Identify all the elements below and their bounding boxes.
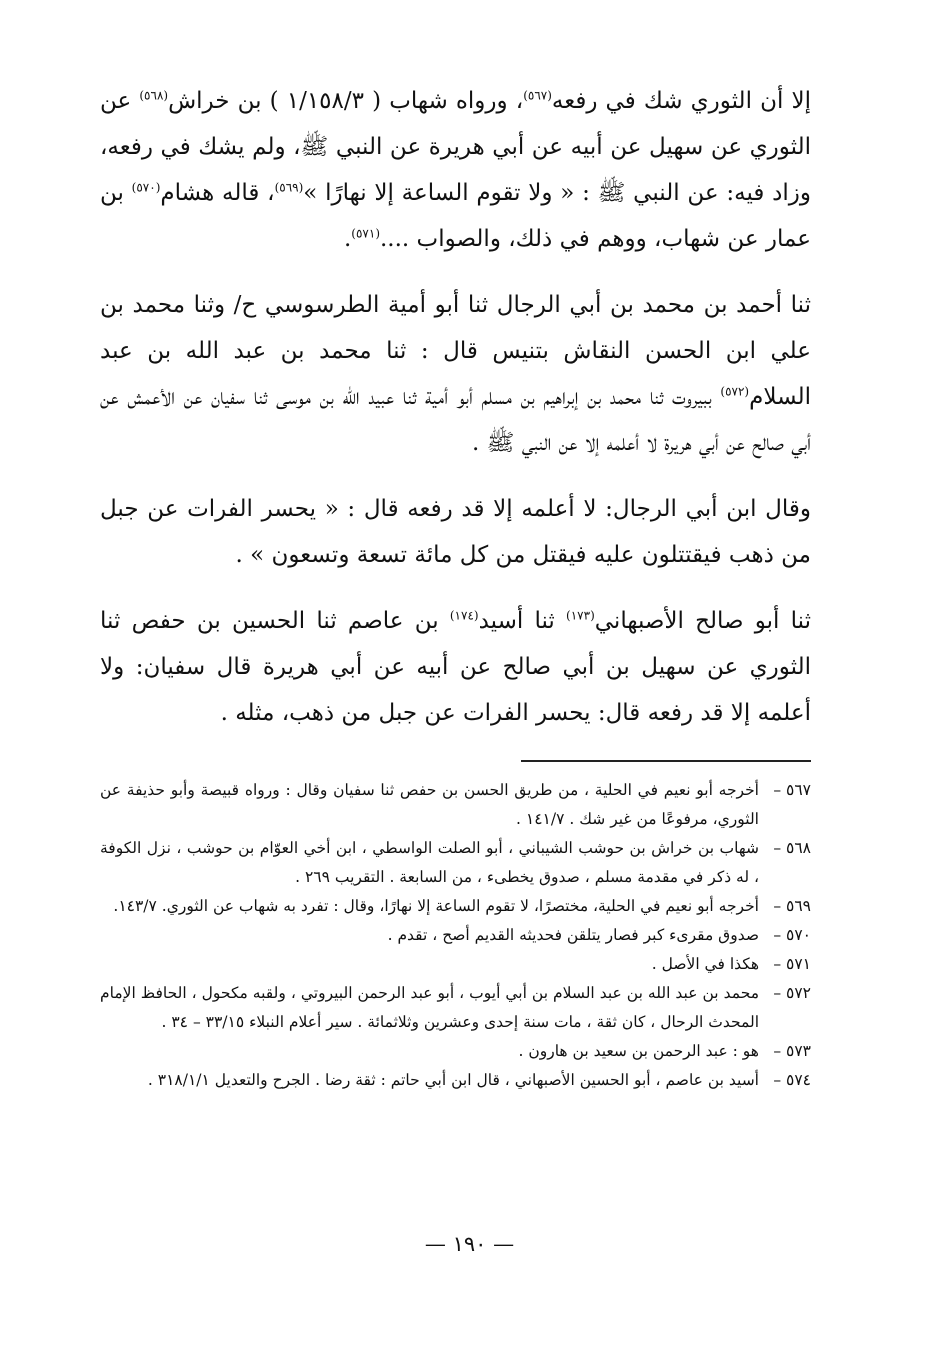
footnote-number: ٥٧٤ – bbox=[773, 1071, 811, 1089]
footnote-text: أسيد بن عاصم ، أبو الحسين الأصبهاني ، قال ابن أبي حاتم : ثقة رضا . الجرح والتعديل ٣١٨/١/١ . bbox=[147, 1071, 759, 1089]
footnote-ref-569: (٥٦٩) bbox=[274, 180, 304, 195]
paragraph-3 bbox=[100, 486, 811, 578]
footnote-570 bbox=[100, 921, 811, 950]
text: ثنا أسيد bbox=[478, 608, 567, 634]
text: ثنا أحمد بن محمد بن أبي الرجال ثنا أبو أمية الطرسوسي ح/ وثنا محمد بن علي ابن الحسن النقاش بتنيس قال : ثنا محمد بن عبد الله بن عبد السلام bbox=[100, 292, 811, 410]
footnote-number: ٥٧٢ – bbox=[773, 984, 811, 1002]
footnote-number: ٥٦٩ – bbox=[773, 897, 811, 915]
footnote-567 bbox=[100, 776, 811, 834]
footnotes bbox=[100, 776, 811, 1095]
text: إلا أن الثوري شك في رفعه bbox=[551, 88, 811, 114]
footnote-572 bbox=[100, 979, 811, 1037]
text: عن الثوري عن سهيل عن أبيه عن أبي هريرة عن النبي ﷺ، ولم يشك في رفعه، وزاد فيه: عن النبي ﷺ : « ولا تقوم الساعة إلا نهارًا » bbox=[100, 88, 811, 206]
text: بن عمار عن شهاب، ووهم في ذلك، والصواب .... bbox=[100, 180, 811, 252]
footnote-number: ٥٧١ – bbox=[773, 955, 811, 973]
footnote-text: محمد بن عبد الله بن عبد السلام بن أبي أيوب ، أبو عبد الرحمن البيروتي ، ولقبه مكحول ، الحافظ الإمام المحدث الرحال ، كان ثقة ، مات سنة إحدى وعشرين وثلاثمائة . سير أعلام النبلاء ٣٣/١٥ – ٣٤ . bbox=[100, 984, 759, 1031]
footnote-text: أخرجه أبو نعيم في الحلية ، من طريق الحسن بن حفص ثنا سفيان وقال : ورواه قبيصة وأبو حذيفة عن الثوري، مرفوعًا من غير شك . ١٤١/٧ . bbox=[100, 781, 759, 828]
footnote-divider bbox=[521, 760, 811, 762]
text: بن عاصم ثنا الحسين بن حفص ثنا الثوري عن سهيل بن أبي صالح عن أبيه عن أبي هريرة قال سفيان: ولا أعلمه إلا قد رفعه قال: يحسر الفرات عن جبل من ذهب، مثله . bbox=[100, 608, 811, 726]
footnote-text: هكذا في الأصل . bbox=[651, 955, 759, 973]
footnote-number: ٥٧٠ – bbox=[773, 926, 811, 944]
footnote-number: ٥٧٣ – bbox=[773, 1042, 811, 1060]
footnote-ref-568: (٥٦٨) bbox=[139, 88, 169, 103]
footnote-ref-174: (١٧٤) bbox=[449, 608, 479, 623]
footnote-ref-572: (٥٧٢) bbox=[720, 384, 750, 399]
text: . bbox=[343, 226, 352, 252]
paragraph-4 bbox=[100, 598, 811, 736]
text: ، قاله هشام bbox=[160, 180, 275, 206]
paragraph-2 bbox=[100, 282, 811, 466]
text: ثنا أبو صالح الأصبهاني bbox=[594, 608, 811, 634]
footnote-number: ٥٦٧ – bbox=[773, 781, 811, 799]
footnote-ref-567: (٥٦٧) bbox=[523, 88, 552, 103]
text: ببيروت ثنا محمد بن إبراهيم بن مسلم أبو أمية ثنا عبيد الله بن موسى ثنا سفيان عن الأعمش عن أبي صالح عن أبي هريرة لا أعلمه إلا عن النبي ﷺ . bbox=[100, 384, 811, 456]
footnote-ref-571: (٥٧١) bbox=[351, 226, 380, 241]
main-text bbox=[100, 78, 811, 736]
footnote-text: صدوق مقرىء كبر فصار يتلقن فحديثه القديم أصح ، تقدم . bbox=[387, 926, 759, 944]
text: ، ورواه شهاب ( ١/١٥٨/٣ ) بن خراش bbox=[168, 88, 524, 114]
footnote-ref-570: (٥٧٠) bbox=[131, 180, 161, 195]
footnote-573 bbox=[100, 1037, 811, 1066]
footnote-ref-173: (١٧٣) bbox=[566, 608, 595, 623]
text: وقال ابن أبي الرجال: لا أعلمه إلا قد رفعه قال : « يحسر الفرات عن جبل من ذهب فيقتتلون عليه فيقتل من كل مائة تسعة وتسعون » . bbox=[100, 496, 811, 568]
footnote-text: شهاب بن خراش بن حوشب الشيباني ، أبو الصلت الواسطي ، ابن أخي العوّام بن حوشب ، نزل الكوفة ، له ذكر في مقدمة مسلم ، صدوق يخطىء ، من السابعة . التقريب ٢٦٩ . bbox=[100, 839, 759, 886]
paragraph-1 bbox=[100, 78, 811, 262]
footnote-574 bbox=[100, 1066, 811, 1095]
footnote-number: ٥٦٨ – bbox=[773, 839, 811, 857]
footnote-569 bbox=[100, 892, 811, 921]
footnote-571 bbox=[100, 950, 811, 979]
page-number: — ١٩٠ — bbox=[424, 1232, 515, 1256]
footnote-text: هو : عبد الرحمن بن سعيد بن هارون . bbox=[518, 1042, 759, 1060]
footnote-text: أخرجه أبو نعيم في الحلية، مختصرًا، لا تقوم الساعة إلا نهارًا، وقال : تفرد به شهاب عن الثوري. ١٤٣/٧. bbox=[113, 897, 759, 915]
footnote-568 bbox=[100, 834, 811, 892]
